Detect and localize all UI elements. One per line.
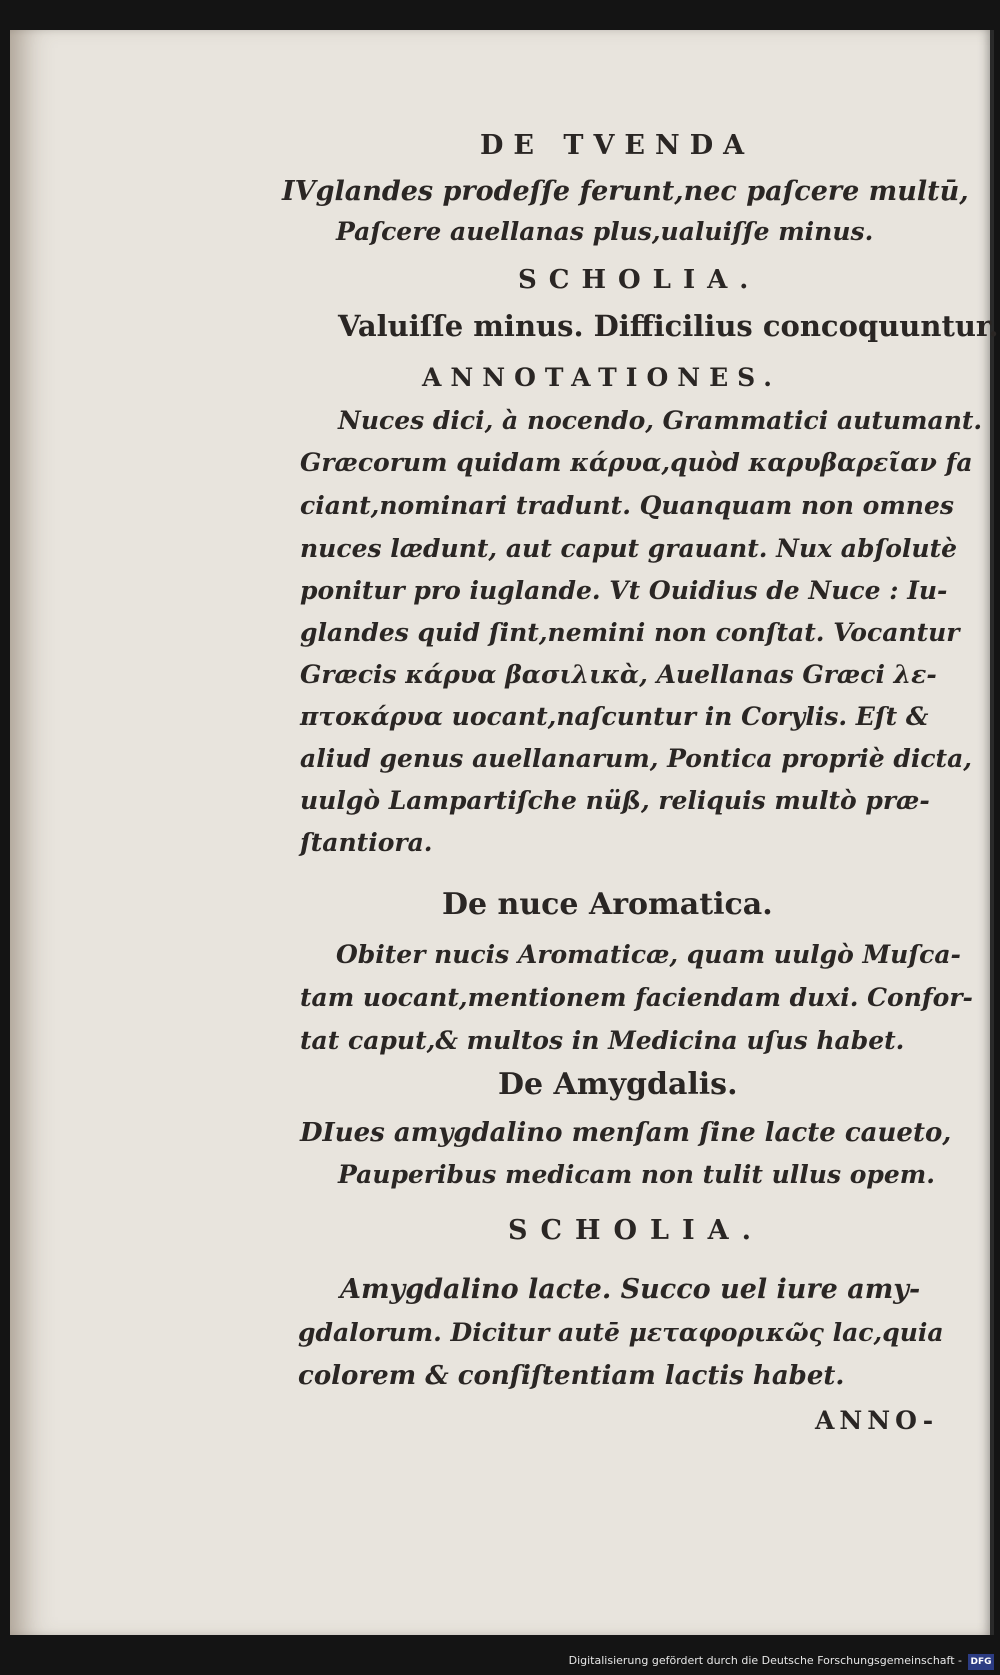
subheading: De Amygdalis. <box>498 1067 738 1102</box>
text-line: gdalorum. Dicitur autē μεταφορικῶς lac,quia <box>298 1318 944 1347</box>
text-line: Obiter nucis Aromaticæ, quam uulgò Muſca- <box>336 940 961 969</box>
text-line: nuces lædunt, aut caput grauant. Nux abſolutè <box>300 534 958 563</box>
verse-line: Paſcere auellanas plus,ualuiſſe minus. <box>336 217 874 246</box>
verse-line: IVglandes prodeſſe ferunt,nec paſcere multū, <box>282 176 969 207</box>
text-line: uulgò Lampartiſche nüß, reliquis multò præ- <box>300 786 930 815</box>
text-line: Amygdalino lacte. Succo uel iure amy- <box>340 1274 921 1305</box>
footer-credit: Digitalisierung gefördert durch die Deutsche Forschungsgemeinschaft - <box>568 1654 962 1667</box>
section-heading: SCHOLIA. <box>508 1215 764 1246</box>
text-line: tat caput,& multos in Medicina uſus habet. <box>300 1026 905 1055</box>
subheading: De nuce Aromatica. <box>442 887 773 922</box>
verse-line: DIues amygdalino menſam ſine lacte caueto, <box>300 1118 952 1148</box>
text-line: aliud genus auellanarum, Pontica propriè dicta, <box>300 744 973 773</box>
text-line: πτοκάρυα uocant,naſcuntur in Corylis. Eſt & <box>300 702 929 731</box>
text-line: ciant,nominari tradunt. Quanquam non omnes <box>300 491 954 520</box>
dfg-logo: DFG <box>968 1654 994 1670</box>
text-line: Nuces dici, à nocendo, Grammatici autumant. <box>338 406 983 435</box>
text-line: colorem & conſiſtentiam lactis habet. <box>298 1361 845 1391</box>
section-heading: ANNOTATIONES. <box>422 363 781 392</box>
text-line: Græcorum quidam κάρυα,quòd καρυβαρεῖαν fa <box>300 448 973 477</box>
section-heading: SCHOLIA. <box>518 265 761 295</box>
running-head: DE TVENDA <box>480 130 755 161</box>
page-text <box>10 30 999 1635</box>
text-line: ſtantiora. <box>300 828 433 857</box>
text-line: glandes quid ſint,nemini non conſtat. Vocantur <box>300 618 960 647</box>
text-line: Græcis κάρυα βασιλικὰ, Auellanas Græci λε- <box>300 660 937 689</box>
catchword: ANNO- <box>815 1406 939 1435</box>
scholia-text: Valuiſſe minus. Difficilius concoquuntur. <box>338 309 999 343</box>
text-line: tam uocant,mentionem faciendam duxi. Confor- <box>300 983 973 1012</box>
text-line: ponitur pro iuglande. Vt Ouidius de Nuce : Iu- <box>300 576 948 605</box>
book-page <box>10 30 999 1635</box>
footer-bar <box>0 1637 1000 1675</box>
verse-line: Pauperibus medicam non tulit ullus opem. <box>338 1160 935 1189</box>
